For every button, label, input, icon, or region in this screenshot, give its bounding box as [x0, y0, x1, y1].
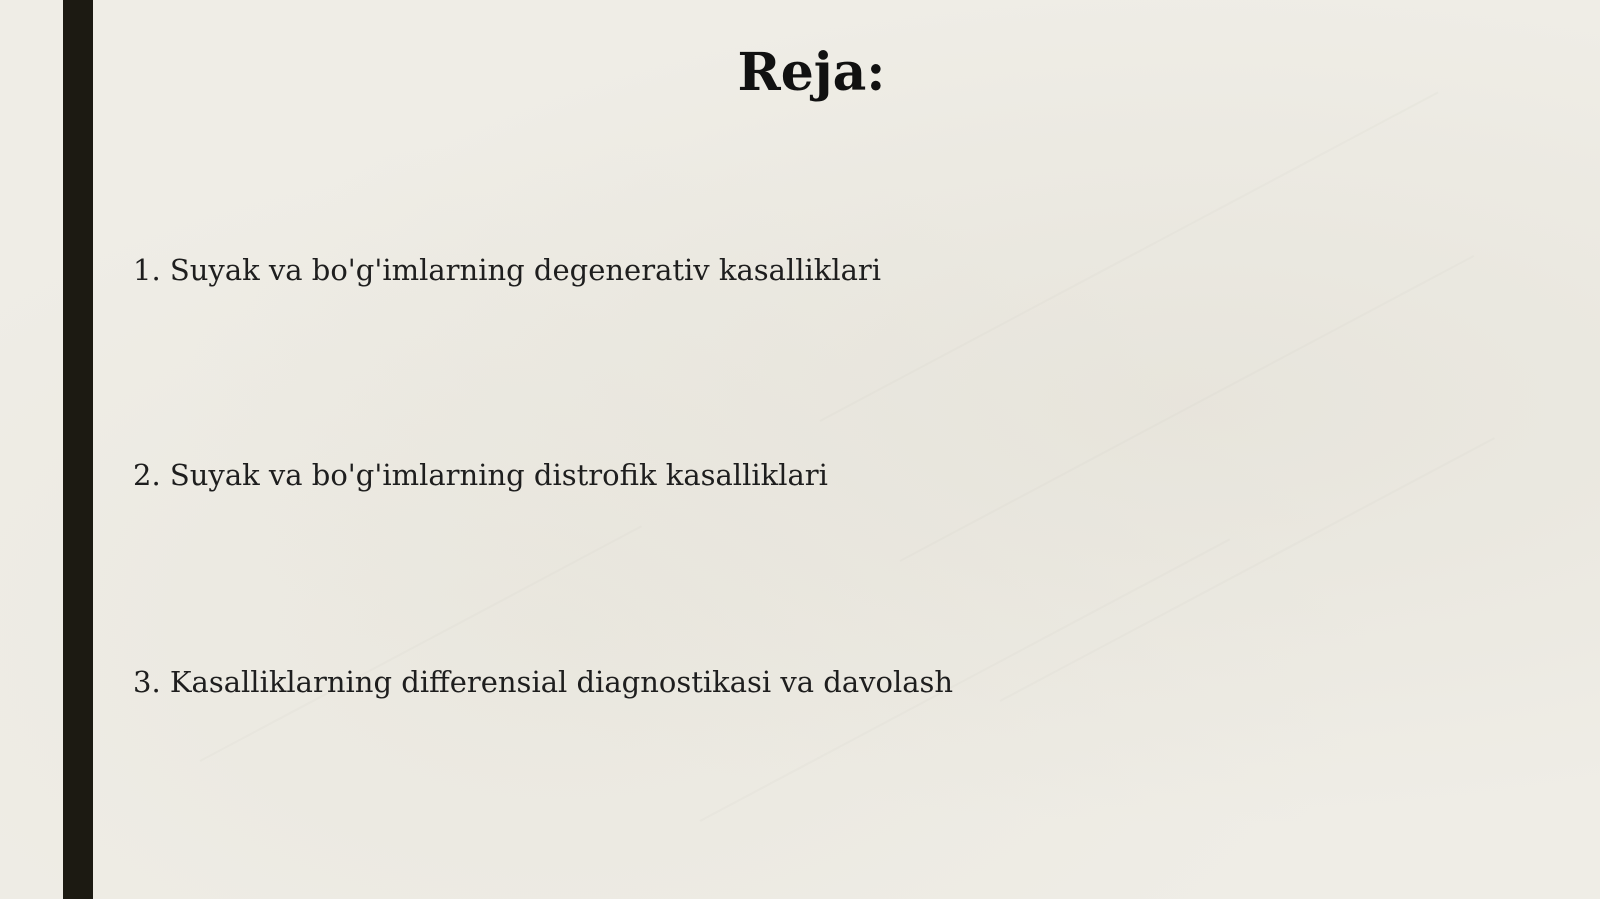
plan-item-1: 1. Suyak va bo'g'imlarning degenerativ kasalliklari: [133, 253, 882, 287]
accent-bar: [63, 0, 93, 899]
background-texture: [1000, 437, 1495, 702]
background-texture: [820, 91, 1439, 421]
background-texture: [900, 255, 1475, 562]
background-texture: [200, 525, 642, 762]
plan-item-2: 2. Suyak va bo'g'imlarning distrofik kasalliklari: [133, 458, 828, 492]
slide-title: Reja:: [737, 42, 886, 103]
plan-item-3: 3. Kasalliklarning differensial diagnostikasi va davolash: [133, 665, 954, 699]
